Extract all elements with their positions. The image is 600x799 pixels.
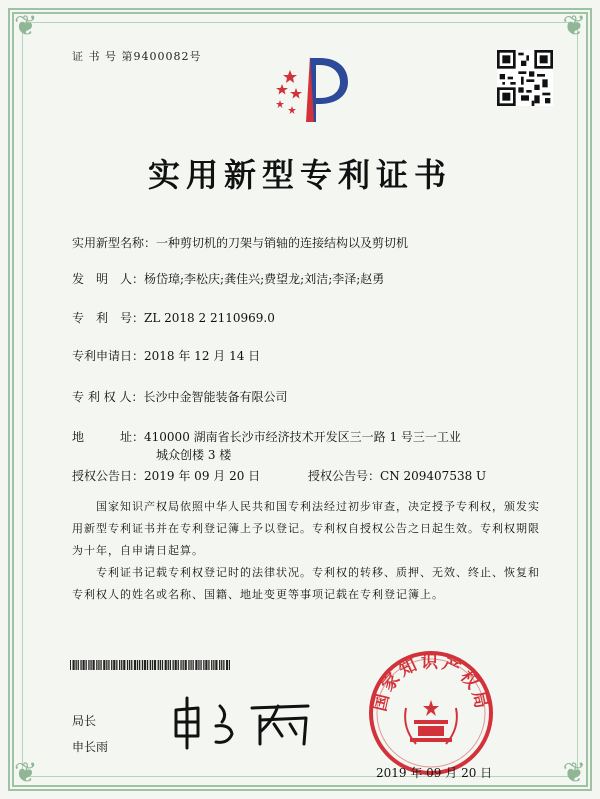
official-seal-icon — [366, 648, 496, 778]
certificate-number: 证 书 号 第9400082号 — [72, 50, 202, 63]
field-label: 地 址： — [72, 430, 145, 444]
filing-date-row — [72, 347, 260, 364]
cnipa-logo-icon — [266, 48, 356, 128]
corner-flourish-icon: ❦ — [562, 756, 586, 789]
corner-flourish-icon: ❦ — [14, 9, 38, 42]
svg-text:国家知识产权局: 国家知识产权局 — [370, 652, 492, 714]
signatory-title: 局长 — [72, 714, 97, 728]
qr-code-icon — [497, 50, 553, 106]
grant-date-row — [72, 467, 260, 484]
barcode-icon — [70, 660, 230, 670]
page-title: 实用新型专利证书 — [147, 156, 452, 194]
grant-date: 2019 年 09 月 20 日 — [144, 469, 261, 483]
patent-number-row — [72, 309, 275, 326]
corner-flourish-icon: ❦ — [14, 756, 38, 789]
field-label: 实用新型名称： — [72, 236, 157, 250]
legal-status-note: 专利证书记载专利权登记时的法律状况。专利权的转移、质押、无效、终止、恢复和专利权人的姓名或名称、国籍、地址变更等事项记载在专利登记簿上。 — [72, 566, 540, 601]
signatory-name: 申长雨 — [72, 740, 109, 754]
address-row — [72, 428, 461, 445]
handwritten-signature-icon — [168, 692, 318, 752]
field-label: 发 明 人： — [72, 272, 145, 286]
grant-statement: 国家知识产权局依照中华人民共和国专利法经过初步审查，决定授予专利权，颁发实用新型专利证书并在专利登记簿上予以登记。专利权自授权公告之日起生效。专利权期限为十年，自申请日起算。 — [72, 500, 540, 557]
utility-model-name: 一种剪切机的刀架与销轴的连接结构以及剪切机 — [156, 236, 409, 250]
address-line-1: 410000 湖南省长沙市经济技术开发区三一路 1 号三一工业 — [144, 430, 461, 444]
field-label: 授权公告号： — [308, 469, 381, 483]
patentee-name: 长沙中金智能装备有限公司 — [143, 390, 288, 404]
patent-number: ZL 2018 2 2110969.0 — [144, 311, 275, 325]
field-label: 专 利 号： — [72, 311, 145, 325]
corner-flourish-icon: ❦ — [562, 9, 586, 42]
grant-number-row — [308, 467, 486, 484]
grant-number: CN 209407538 U — [380, 469, 487, 483]
seal-date: 2019 年 09 月 20 日 — [376, 766, 493, 780]
patentee-row — [72, 388, 287, 405]
field-label: 专 利 权 人： — [72, 390, 144, 404]
field-label: 专利申请日： — [72, 349, 145, 363]
filing-date: 2018 年 12 月 14 日 — [144, 349, 261, 363]
address-line-2: 城众创楼 3 楼 — [156, 448, 232, 462]
address-continuation — [156, 446, 231, 463]
field-label: 授权公告日： — [72, 469, 145, 483]
utility-model-name-row — [72, 234, 408, 251]
inventor-row — [72, 270, 384, 287]
inventor-names: 杨岱璋;李松庆;龚佳兴;费望龙;刘洁;李泽;赵勇 — [144, 272, 385, 286]
